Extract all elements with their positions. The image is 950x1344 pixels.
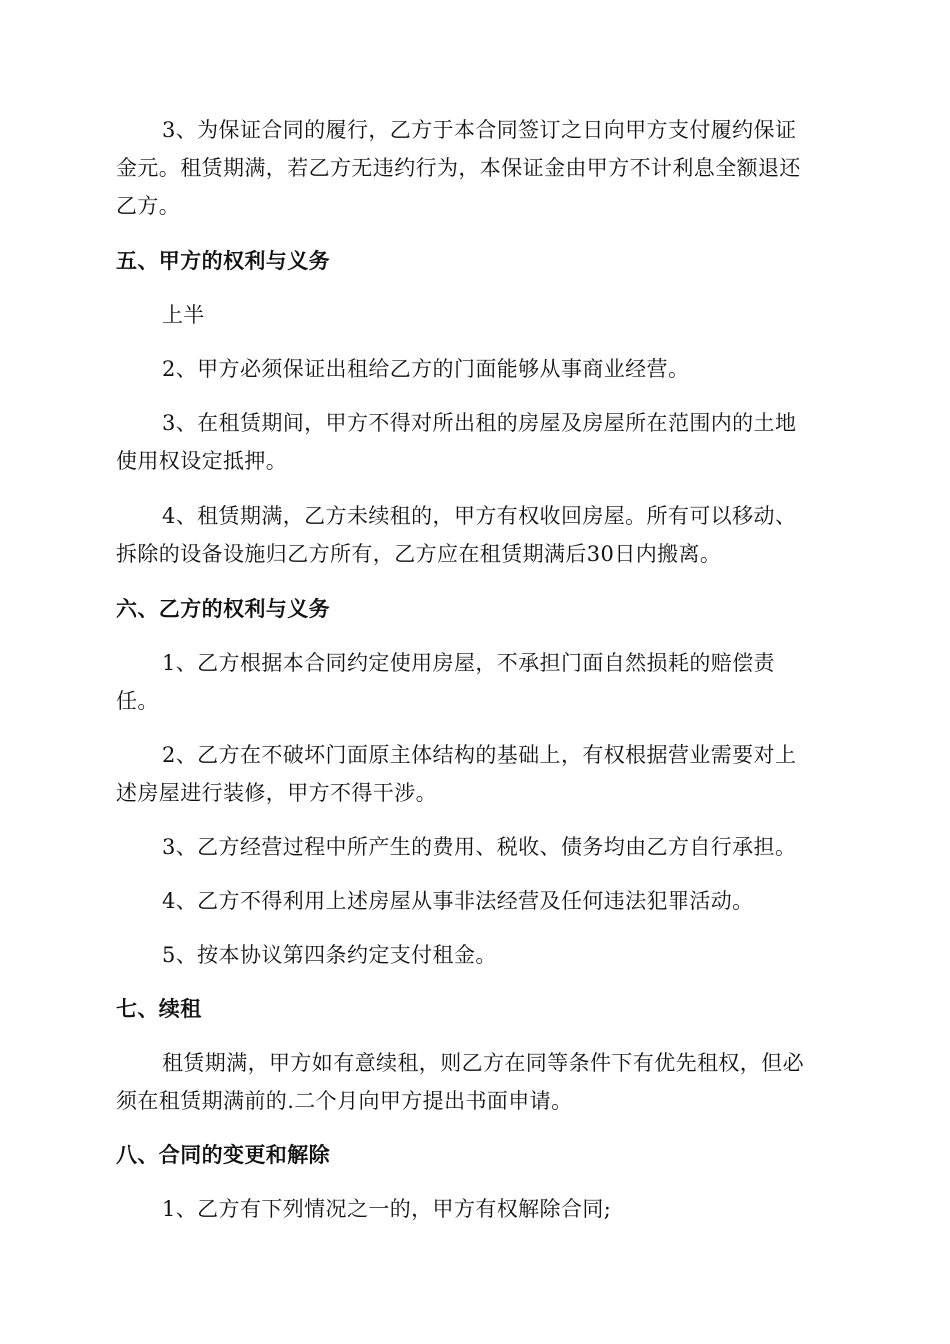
clause-6-1-line-2: 任。 [116,689,159,713]
section-7-heading: 七、续租 [116,997,202,1021]
clause-4-3-line-2: 金元。租赁期满，若乙方无违约行为，本保证金由甲方不计利息全额退还 [116,156,801,180]
clause-4-3-line-1: 3、为保证合同的履行，乙方于本合同签订之日向甲方支付履约保证 [162,118,797,142]
clause-5-4-line-1: 4、租赁期满，乙方未续租的，甲方有权收回房屋。所有可以移动、 [162,504,797,528]
clause-5-4-line-2: 拆除的设备设施归乙方所有，乙方应在租赁期满后30日内搬离。 [116,542,722,566]
clause-6-5-text: 5、按本协议第四条约定支付租金。 [162,943,497,967]
clause-7-line-1: 租赁期满，甲方如有意续租，则乙方在同等条件下有优先租权，但必 [162,1051,804,1075]
clause-6-2-line-2: 述房屋进行装修，甲方不得干涉。 [116,781,437,805]
clause-6-3-text: 3、乙方经营过程中所产生的费用、税收、债务均由乙方自行承担。 [162,835,797,859]
clause-4-3-line-3: 乙方。 [116,194,181,218]
clause-5-1-text: 上半 [162,303,205,327]
section-8-heading: 八、合同的变更和解除 [116,1143,330,1167]
clause-5-2-text: 2、甲方必须保证出租给乙方的门面能够从事商业经营。 [162,357,690,381]
clause-6-4-text: 4、乙方不得利用上述房屋从事非法经营及任何违法犯罪活动。 [162,889,754,913]
clause-6-1-line-1: 1、乙方根据本合同约定使用房屋，不承担门面自然损耗的赔偿责 [162,651,775,675]
clause-8-1-text: 1、乙方有下列情况之一的，甲方有权解除合同; [162,1197,612,1221]
clause-7-line-2: 须在租赁期满前的.二个月向甲方提出书面申请。 [116,1089,573,1113]
section-6-heading: 六、乙方的权利与义务 [116,597,330,621]
clause-5-3-line-1: 3、在租赁期间，甲方不得对所出租的房屋及房屋所在范围内的土地 [162,411,797,435]
clause-6-2-line-1: 2、乙方在不破坏门面原主体结构的基础上，有权根据营业需要对上 [162,743,797,767]
section-5-heading: 五、甲方的权利与义务 [116,249,330,273]
clause-5-3-line-2: 使用权设定抵押。 [116,449,288,473]
